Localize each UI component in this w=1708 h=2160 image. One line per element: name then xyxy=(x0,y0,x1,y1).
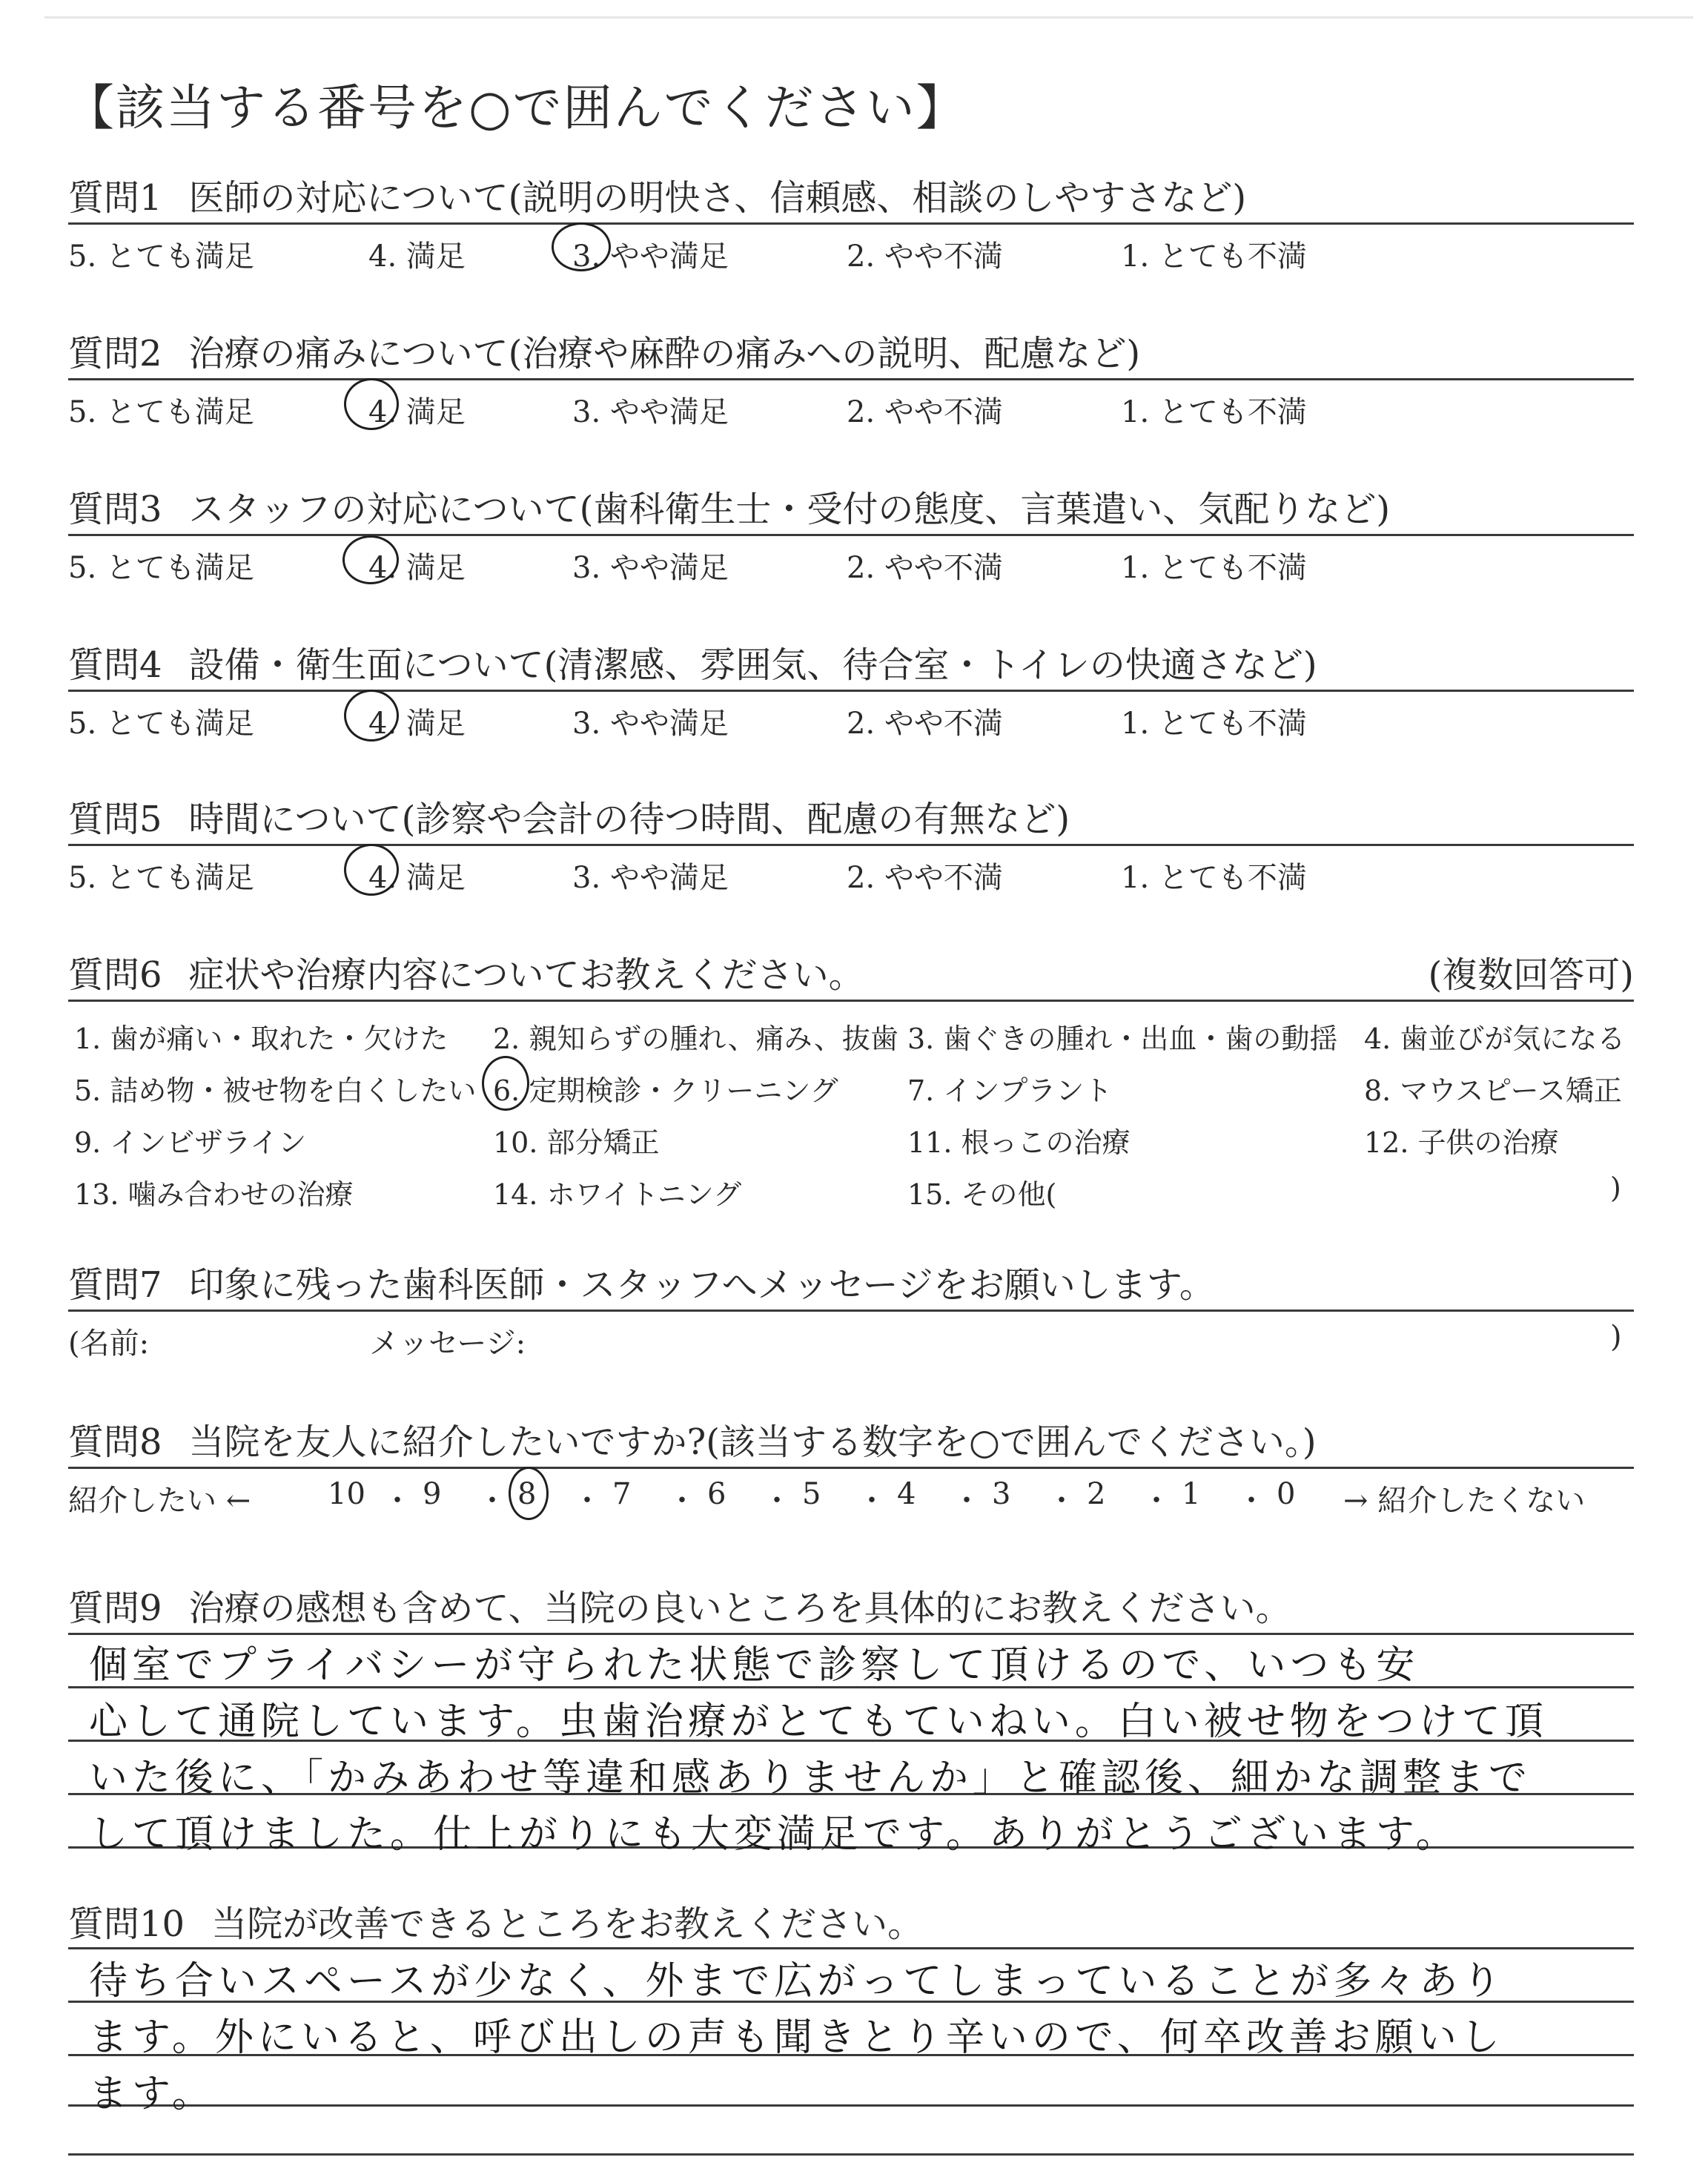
question-6 xyxy=(68,946,1634,1228)
q8-scale-separator: ・ xyxy=(1142,1484,1171,1518)
question-5 xyxy=(68,790,1634,939)
q7-close-paren: ) xyxy=(1610,1320,1622,1354)
q4-option-1[interactable]: 1. とても不満 xyxy=(1121,707,1307,741)
question-9 xyxy=(68,1579,1634,1629)
question-4 xyxy=(68,636,1634,785)
q6-item-3[interactable]: 3. 歯ぐきの腫れ・出血・歯の動揺 xyxy=(907,1023,1338,1055)
q4-selected-circle xyxy=(344,690,399,742)
q8-scale-separator: ・ xyxy=(762,1484,792,1518)
q8-scale-1[interactable]: 1 xyxy=(1182,1477,1201,1511)
q2-option-1[interactable]: 1. とても不満 xyxy=(1121,395,1307,429)
q6-item-1[interactable]: 1. 歯が痛い・取れた・欠けた xyxy=(74,1023,448,1055)
q10-answer-line: ます。 xyxy=(89,2072,215,2116)
q8-scale-separator: ・ xyxy=(477,1484,507,1518)
q6-item-9[interactable]: 9. インビザライン xyxy=(74,1126,307,1159)
q2-selected-circle xyxy=(344,378,399,430)
question-3 xyxy=(68,480,1634,629)
q3-option-4[interactable]: 4. 満足 xyxy=(368,551,466,585)
q1-option-3[interactable]: 3. やや満足 xyxy=(572,240,729,274)
question-1 xyxy=(68,169,1634,317)
q8-scale-10[interactable]: 10 xyxy=(328,1477,365,1511)
q8-scale-separator: ・ xyxy=(1237,1484,1266,1518)
question-1-title: 質問1 医師の対応について(説明の明快さ、信頼感、相談のしやすさなど) xyxy=(68,177,1247,219)
q2-option-3[interactable]: 3. やや満足 xyxy=(572,395,729,429)
question-8-title: 質問8 当院を友人に紹介したいですか?(該当する数字を○で囲んでください。) xyxy=(68,1421,1317,1463)
q6-item-6[interactable]: 6. 定期検診・クリーニング xyxy=(493,1074,838,1107)
q6-item-12[interactable]: 12. 子供の治療 xyxy=(1364,1126,1559,1159)
question-6-rule xyxy=(68,1000,1634,1002)
q6-item-13[interactable]: 13. 噛み合わせの治療 xyxy=(74,1178,354,1211)
q6-item-4[interactable]: 4. 歯並びが気になる xyxy=(1364,1023,1626,1055)
question-4-rule xyxy=(68,690,1634,692)
q3-option-3[interactable]: 3. やや満足 xyxy=(572,551,729,585)
question-4-title: 質問4 設備・衛生面について(清潔感、雰囲気、待合室・トイレの快適さなど) xyxy=(68,644,1317,686)
q10-rule-1 xyxy=(68,1947,1634,1949)
q10-answer[interactable] xyxy=(89,1953,1634,2122)
q2-option-5[interactable]: 5. とても満足 xyxy=(68,395,254,429)
q3-option-1[interactable]: 1. とても不満 xyxy=(1121,551,1307,585)
q8-scale-separator: ・ xyxy=(1047,1484,1076,1518)
question-1-rule xyxy=(68,222,1634,225)
q4-option-5[interactable]: 5. とても満足 xyxy=(68,707,254,741)
q5-option-2[interactable]: 2. やや不満 xyxy=(847,861,1003,895)
q8-scale-3[interactable]: 3 xyxy=(992,1477,1011,1511)
q10-answer-line: ます。外にいると、呼び出しの声も聞きとり辛いので、何卒改善お願いし xyxy=(89,2015,1504,2060)
q6-item-5[interactable]: 5. 詰め物・被せ物を白くしたい xyxy=(74,1074,477,1107)
q7-message-field[interactable] xyxy=(550,1320,1588,1354)
question-5-rule xyxy=(68,844,1634,846)
q8-selected-circle xyxy=(509,1467,549,1520)
q1-option-4[interactable]: 4. 満足 xyxy=(368,240,466,274)
q4-option-3[interactable]: 3. やや満足 xyxy=(572,707,729,741)
q8-scale-7[interactable]: 7 xyxy=(612,1477,632,1511)
q4-option-2[interactable]: 2. やや不満 xyxy=(847,707,1003,741)
q6-item-14[interactable]: 14. ホワイトニング xyxy=(493,1178,742,1211)
q3-option-2[interactable]: 2. やや不満 xyxy=(847,551,1003,585)
q3-selected-circle xyxy=(342,535,399,584)
q7-message-label: メッセージ: xyxy=(369,1327,526,1361)
q6-item-2[interactable]: 2. 親知らずの腫れ、痛み、抜歯 xyxy=(493,1023,898,1055)
q6-item-7[interactable]: 7. インプラント xyxy=(907,1074,1113,1107)
q8-scale-separator: ・ xyxy=(572,1484,602,1518)
q8-scale-separator: ・ xyxy=(667,1484,697,1518)
q2-option-2[interactable]: 2. やや不満 xyxy=(847,395,1003,429)
q5-option-1[interactable]: 1. とても不満 xyxy=(1121,861,1307,895)
form-heading: 【該当する番号を○で囲んでください】 xyxy=(65,79,967,136)
q8-scale-9[interactable]: 9 xyxy=(423,1477,442,1511)
question-10-title: 質問10 当院が改善できるところをお教えください。 xyxy=(68,1903,924,1945)
q1-option-2[interactable]: 2. やや不満 xyxy=(847,240,1003,274)
q8-scale-0[interactable]: 0 xyxy=(1277,1477,1296,1511)
q6-item-10[interactable]: 10. 部分矯正 xyxy=(493,1126,660,1159)
q10-rule-5 xyxy=(68,2153,1634,2156)
q8-scale-2[interactable]: 2 xyxy=(1087,1477,1106,1511)
question-3-title: 質問3 スタッフの対応について(歯科衛生士・受付の態度、言葉遣い、気配りなど) xyxy=(68,489,1391,530)
q5-selected-circle xyxy=(344,844,399,896)
q4-option-4[interactable]: 4. 満足 xyxy=(368,707,466,741)
question-7-rule xyxy=(68,1309,1634,1312)
q5-option-4[interactable]: 4. 満足 xyxy=(368,861,466,895)
q8-scale-4[interactable]: 4 xyxy=(897,1477,916,1511)
q8-scale-separator: ・ xyxy=(857,1484,887,1518)
q9-answer-line: して頂けました。仕上がりにも大変満足です。ありがとうございます。 xyxy=(89,1812,1459,1857)
question-7 xyxy=(68,1256,1634,1375)
q6-item-11[interactable]: 11. 根っこの治療 xyxy=(907,1126,1131,1159)
q9-rule-1 xyxy=(68,1633,1634,1635)
q1-option-5[interactable]: 5. とても満足 xyxy=(68,240,254,274)
question-2-rule xyxy=(68,378,1634,380)
question-10 xyxy=(68,1895,1634,1945)
question-8-rule xyxy=(68,1467,1634,1469)
q10-answer-line: 待ち合いスペースが少なく、外まで広がってしまっていることが多々あり xyxy=(89,1959,1506,2004)
q8-left-label: 紹介したい ← xyxy=(68,1484,251,1518)
q6-item-15-close: ) xyxy=(1610,1172,1621,1204)
question-2-title: 質問2 治療の痛みについて(治療や麻酔の痛みへの説明、配慮など) xyxy=(68,333,1141,374)
q6-selected-circle xyxy=(482,1056,529,1111)
question-9-title: 質問9 治療の感想も含めて、当院の良いところを具体的にお教えください。 xyxy=(68,1588,1291,1629)
question-8 xyxy=(68,1413,1634,1547)
q7-name-label: (名前: xyxy=(68,1327,150,1361)
question-2 xyxy=(68,325,1634,473)
q1-option-1[interactable]: 1. とても不満 xyxy=(1121,240,1307,274)
q8-scale-6[interactable]: 6 xyxy=(707,1477,726,1511)
top-border xyxy=(44,16,1693,19)
q9-answer-line: 心して通院しています。虫歯治療がとてもていねい。白い被せ物をつけて頂 xyxy=(89,1700,1548,1744)
q2-option-4[interactable]: 4. 満足 xyxy=(368,395,466,429)
q5-option-5[interactable]: 5. とても満足 xyxy=(68,861,254,895)
q6-item-8[interactable]: 8. マウスピース矯正 xyxy=(1364,1074,1622,1107)
q8-scale-8[interactable]: 8 xyxy=(517,1477,537,1511)
q5-option-3[interactable]: 3. やや満足 xyxy=(572,861,729,895)
question-6-title: 質問6 症状や治療内容についてお教えください。 xyxy=(68,954,864,996)
q9-answer[interactable] xyxy=(89,1637,1634,1863)
q9-answer-line: 個室でプライバシーが守られた状態で診察して頂けるので、いつも安 xyxy=(89,1643,1420,1688)
question-6-note: (複数回答可) xyxy=(1428,954,1634,996)
q8-scale-separator: ・ xyxy=(383,1484,412,1518)
q6-item-15[interactable]: 15. その他( xyxy=(907,1178,1057,1211)
q1-selected-circle xyxy=(552,222,611,271)
q9-answer-line: いた後に、「かみあわせ等違和感ありませんか」と確認後、細かな調整まで xyxy=(89,1756,1532,1800)
q8-scale-5[interactable]: 5 xyxy=(802,1477,821,1511)
q3-option-5[interactable]: 5. とても満足 xyxy=(68,551,254,585)
q8-scale-separator: ・ xyxy=(952,1484,982,1518)
q7-name-field[interactable] xyxy=(216,1320,394,1354)
question-5-title: 質問5 時間について(診察や会計の待つ時間、配慮の有無など) xyxy=(68,799,1070,840)
question-7-title: 質問7 印象に残った歯科医師・スタッフへメッセージをお願いします。 xyxy=(68,1264,1215,1306)
q8-right-label: → 紹介したくない xyxy=(1343,1484,1586,1518)
question-3-rule xyxy=(68,534,1634,536)
